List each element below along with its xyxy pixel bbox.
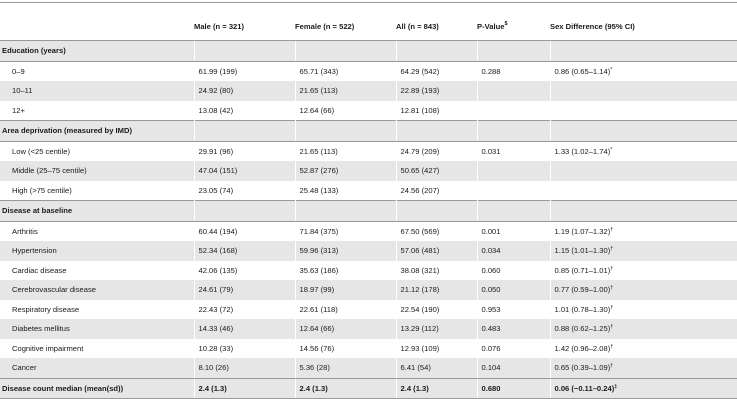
row-label — [0, 141, 194, 161]
table-row — [0, 221, 737, 241]
cell-pvalue — [477, 300, 550, 320]
cell-male — [194, 280, 295, 300]
row-label-text: Low (<25 centile) — [12, 146, 71, 156]
row-label-text: Hypertension — [12, 246, 57, 255]
table-row — [0, 101, 737, 121]
cell-all-text: 12.93 (109) — [400, 343, 440, 353]
row-label-text: Cognitive impairment — [12, 343, 84, 353]
cell-female-text: 5.36 (28) — [299, 363, 330, 372]
row-label — [0, 161, 194, 181]
cell-male — [194, 101, 295, 121]
cell-pvalue — [477, 241, 550, 261]
cell-pvalue — [477, 41, 550, 62]
cell-pvalue-text: 0.076 — [481, 343, 501, 353]
cell-female — [295, 161, 396, 181]
cell-female — [295, 221, 396, 241]
cell-pvalue — [477, 101, 550, 121]
cell-pvalue — [477, 201, 550, 222]
cell-sex-difference — [550, 339, 737, 359]
cell-all — [396, 280, 477, 300]
cell-all-text: 22.54 (190) — [400, 304, 440, 314]
cell-pvalue — [477, 378, 550, 399]
cell-pvalue — [477, 81, 550, 101]
cell-male — [194, 241, 295, 261]
header-sex-difference: Sex Difference (95% CI) — [550, 14, 737, 41]
cell-male — [194, 339, 295, 359]
cell-male — [194, 121, 295, 142]
row-label-text: Area deprivation (measured by IMD) — [2, 126, 132, 135]
cell-male — [194, 221, 295, 241]
cell-sex-difference — [550, 201, 737, 222]
cell-sex-difference — [550, 101, 737, 121]
cell-male-text: 2.4 (1.3) — [198, 383, 227, 393]
cell-all-text: 38.08 (321) — [400, 265, 440, 275]
cell-pvalue — [477, 161, 550, 181]
footnote-marker: † — [610, 265, 614, 272]
cell-male-text: 23.05 (74) — [198, 185, 234, 195]
cell-sex-difference — [550, 41, 737, 62]
footnote-marker: ‡ — [614, 383, 618, 390]
cell-sex-difference — [550, 161, 737, 181]
cell-female — [295, 339, 396, 359]
table-row — [0, 241, 737, 261]
row-label — [0, 241, 194, 261]
cell-all — [396, 300, 477, 320]
cell-female — [295, 280, 396, 300]
top-rule — [0, 2, 737, 3]
cell-all — [396, 141, 477, 161]
cell-all-text: 64.29 (542) — [400, 66, 440, 76]
header-row — [0, 14, 737, 41]
row-label-text: High (>75 centile) — [12, 185, 72, 195]
cell-male-text: 29.91 (96) — [198, 146, 234, 156]
cell-sex-difference — [550, 81, 737, 101]
cell-all — [396, 181, 477, 201]
header-all: All (n = 843) — [396, 14, 477, 41]
cell-pvalue-text: 0.031 — [481, 146, 501, 156]
cell-pvalue-text: 0.034 — [481, 246, 501, 255]
header-label — [0, 14, 194, 41]
row-label-text: Middle (25–75 centile) — [12, 166, 87, 175]
cell-male-text: 8.10 (26) — [198, 363, 229, 372]
cell-male — [194, 161, 295, 181]
row-label-text: 12+ — [12, 105, 25, 115]
cell-sex-difference-text: 0.06 (−0.11–0.24) — [554, 383, 615, 393]
cell-pvalue-text: 0.104 — [481, 363, 501, 372]
header-pvalue — [477, 14, 550, 41]
cell-female-text: 71.84 (375) — [299, 226, 339, 236]
cell-male — [194, 319, 295, 339]
cell-male-text: 24.61 (79) — [198, 285, 234, 294]
row-label-text: Disease count median (mean(sd)) — [2, 383, 124, 393]
cell-all-text: 24.79 (209) — [400, 146, 440, 156]
cell-pvalue-text: 0.953 — [481, 304, 501, 314]
footnote-marker: * — [610, 66, 613, 73]
row-label — [0, 101, 194, 121]
cell-male-text: 61.99 (199) — [198, 66, 238, 76]
cell-female — [295, 101, 396, 121]
row-label — [0, 300, 194, 320]
cell-all-text: 13.29 (112) — [400, 324, 439, 333]
cell-all — [396, 221, 477, 241]
section-row — [0, 378, 737, 399]
header-male: Male (n = 321) — [194, 14, 295, 41]
cell-female-text: 65.71 (343) — [299, 66, 339, 76]
cell-pvalue-text: 0.050 — [481, 285, 501, 294]
cell-female-text: 21.65 (113) — [299, 86, 338, 95]
cell-female — [295, 358, 396, 378]
cell-male-text: 22.43 (72) — [198, 304, 234, 314]
cell-pvalue — [477, 358, 550, 378]
cell-sex-difference — [550, 181, 737, 201]
cell-sex-difference — [550, 121, 737, 142]
cell-all — [396, 161, 477, 181]
header-pvalue-text: P-Value — [477, 22, 505, 31]
cell-pvalue-text: 0.060 — [481, 265, 501, 275]
cell-female — [295, 81, 396, 101]
bottom-rule — [0, 378, 737, 379]
cell-sex-difference — [550, 261, 737, 281]
cell-all — [396, 41, 477, 62]
cell-male-text: 42.06 (135) — [198, 265, 238, 275]
cell-pvalue — [477, 339, 550, 359]
row-label — [0, 319, 194, 339]
cell-female — [295, 201, 396, 222]
table-body — [0, 41, 737, 399]
cell-male-text: 47.04 (151) — [198, 166, 238, 175]
footnote-marker: † — [610, 363, 614, 369]
cell-male — [194, 300, 295, 320]
cell-all-text: 50.65 (427) — [400, 166, 440, 175]
section-row — [0, 201, 737, 222]
cell-pvalue — [477, 141, 550, 161]
cell-male — [194, 181, 295, 201]
header-pvalue-sup: $ — [504, 21, 508, 27]
cell-female — [295, 319, 396, 339]
row-label — [0, 81, 194, 101]
cell-pvalue — [477, 121, 550, 142]
cell-pvalue-text: 0.483 — [481, 324, 501, 333]
cell-female — [295, 241, 396, 261]
cell-sex-difference-text: 1.01 (0.78–1.30) — [554, 304, 611, 314]
row-label — [0, 61, 194, 81]
table-row — [0, 81, 737, 101]
cell-all-text: 12.81 (108) — [400, 105, 440, 115]
cell-pvalue — [477, 319, 550, 339]
cell-pvalue — [477, 61, 550, 81]
cell-male-text: 13.08 (42) — [198, 105, 234, 115]
cell-female — [295, 378, 396, 399]
cell-female-text: 35.63 (186) — [299, 265, 339, 275]
cell-female — [295, 41, 396, 62]
cell-male — [194, 201, 295, 222]
cell-sex-difference-text: 1.42 (0.96–2.08) — [554, 343, 611, 353]
cell-all-text: 22.89 (193) — [400, 86, 440, 95]
footnote-marker: * — [610, 146, 613, 153]
cell-sex-difference — [550, 378, 737, 399]
cell-sex-difference-text: 0.77 (0.59–1.00) — [554, 285, 611, 294]
cell-all — [396, 358, 477, 378]
cell-pvalue — [477, 280, 550, 300]
row-label — [0, 201, 194, 222]
cell-male-text: 52.34 (168) — [198, 246, 238, 255]
cell-all-text: 2.4 (1.3) — [400, 383, 429, 393]
row-label — [0, 261, 194, 281]
row-label — [0, 41, 194, 62]
table-row — [0, 358, 737, 378]
cell-male — [194, 41, 295, 62]
cell-sex-difference — [550, 141, 737, 161]
row-label — [0, 121, 194, 142]
cell-sex-difference-text: 0.86 (0.65–1.14) — [554, 66, 611, 76]
cell-female-text: 59.96 (313) — [299, 246, 339, 255]
row-label — [0, 181, 194, 201]
cell-female — [295, 61, 396, 81]
table-row — [0, 141, 737, 161]
cell-all — [396, 261, 477, 281]
cell-female-text: 52.87 (276) — [299, 166, 339, 175]
table-row — [0, 261, 737, 281]
cell-female — [295, 181, 396, 201]
cell-male — [194, 141, 295, 161]
cell-sex-difference — [550, 300, 737, 320]
table-row — [0, 161, 737, 181]
cell-sex-difference — [550, 358, 737, 378]
row-label — [0, 378, 194, 399]
header-female: Female (n = 522) — [295, 14, 396, 41]
cell-male — [194, 378, 295, 399]
cell-female-text: 25.48 (133) — [299, 185, 339, 195]
cell-female-text: 18.97 (99) — [299, 285, 335, 294]
section-row — [0, 121, 737, 142]
cell-sex-difference-text: 1.15 (1.01–1.30) — [554, 246, 611, 255]
footnote-marker: † — [610, 226, 614, 233]
cell-all — [396, 319, 477, 339]
cell-female-text: 2.4 (1.3) — [299, 383, 328, 393]
cell-sex-difference — [550, 241, 737, 261]
cell-all-text: 67.50 (569) — [400, 226, 440, 236]
cell-pvalue — [477, 181, 550, 201]
cell-all — [396, 241, 477, 261]
cell-female — [295, 261, 396, 281]
cell-male — [194, 358, 295, 378]
row-label-text: Cerebrovascular disease — [12, 285, 96, 294]
cell-sex-difference-text: 0.65 (0.39–1.09) — [554, 363, 611, 372]
cell-male — [194, 81, 295, 101]
row-label — [0, 339, 194, 359]
cell-all-text: 24.56 (207) — [400, 185, 440, 195]
row-label-text: 10–11 — [12, 86, 33, 95]
row-label-text: Cardiac disease — [12, 265, 67, 275]
footnote-marker: † — [610, 324, 614, 330]
cell-male — [194, 261, 295, 281]
cell-sex-difference — [550, 61, 737, 81]
cell-female — [295, 300, 396, 320]
cell-sex-difference — [550, 221, 737, 241]
cell-sex-difference — [550, 280, 737, 300]
table-row — [0, 61, 737, 81]
cell-all — [396, 61, 477, 81]
cell-all-text: 57.06 (481) — [400, 246, 440, 255]
row-label — [0, 221, 194, 241]
footnote-marker: † — [610, 343, 614, 350]
row-label-text: 0–9 — [12, 66, 25, 76]
table-row — [0, 300, 737, 320]
row-label-text: Disease at baseline — [2, 206, 73, 215]
cell-all — [396, 121, 477, 142]
cell-female-text: 22.61 (118) — [299, 304, 338, 314]
cell-all — [396, 81, 477, 101]
cell-female-text: 12.64 (66) — [299, 105, 335, 115]
cell-pvalue — [477, 221, 550, 241]
table-row — [0, 319, 737, 339]
cell-pvalue-text: 0.001 — [481, 226, 501, 236]
footnote-marker: † — [610, 285, 614, 291]
cell-sex-difference-text: 0.85 (0.71–1.01) — [554, 265, 611, 275]
table-row — [0, 280, 737, 300]
row-label-text: Education (years) — [2, 46, 66, 55]
cell-female — [295, 121, 396, 142]
cell-all — [396, 201, 477, 222]
footnote-marker: † — [610, 246, 614, 252]
cell-female — [295, 141, 396, 161]
section-row — [0, 41, 737, 62]
row-label-text: Arthritis — [12, 226, 38, 236]
cell-all — [396, 339, 477, 359]
cell-sex-difference-text: 0.88 (0.62–1.25) — [554, 324, 611, 333]
cell-pvalue-text: 0.680 — [481, 383, 501, 393]
cell-male-text: 14.33 (46) — [198, 324, 234, 333]
row-label-text: Respiratory disease — [12, 304, 80, 314]
table-row — [0, 339, 737, 359]
cell-pvalue-text: 0.288 — [481, 66, 501, 76]
cell-female-text: 21.65 (113) — [299, 146, 338, 156]
row-label-text: Diabetes mellitus — [12, 324, 70, 333]
cell-all-text: 21.12 (178) — [400, 285, 440, 294]
cell-male-text: 60.44 (194) — [198, 226, 238, 236]
cell-pvalue — [477, 261, 550, 281]
data-table — [0, 14, 737, 399]
cell-male-text: 24.92 (80) — [198, 86, 234, 95]
footnote-marker: † — [610, 304, 614, 311]
cell-male-text: 10.28 (33) — [198, 343, 234, 353]
cell-female-text: 14.56 (76) — [299, 343, 335, 353]
cell-sex-difference — [550, 319, 737, 339]
cell-sex-difference-text: 1.19 (1.07–1.32) — [554, 226, 611, 236]
cell-all — [396, 378, 477, 399]
row-label — [0, 358, 194, 378]
table-row — [0, 181, 737, 201]
cell-female-text: 12.64 (66) — [299, 324, 335, 333]
cell-all — [396, 101, 477, 121]
cell-sex-difference-text: 1.33 (1.02–1.74) — [554, 146, 611, 156]
cell-male — [194, 61, 295, 81]
cell-all-text: 6.41 (54) — [400, 363, 431, 372]
row-label — [0, 280, 194, 300]
row-label-text: Cancer — [12, 363, 37, 372]
